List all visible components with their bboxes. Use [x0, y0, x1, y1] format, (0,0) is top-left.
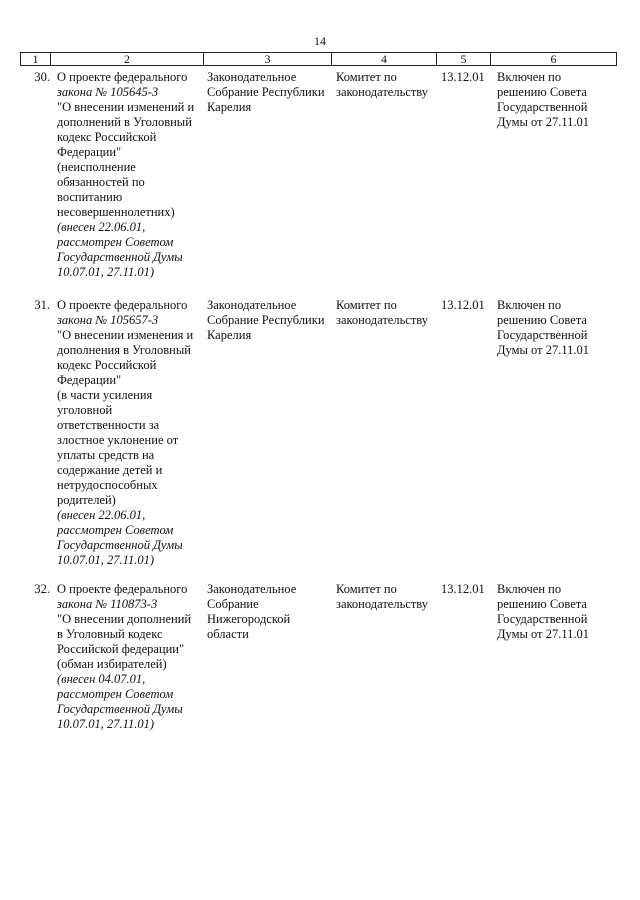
bill-title-line: Федерации"	[57, 145, 122, 159]
resolution-line: Государственной	[497, 612, 588, 626]
initiator-line: Законодательное	[207, 298, 297, 312]
bill-title-line: ответственности за	[57, 418, 160, 432]
bill-title-line: О проекте федерального	[57, 298, 188, 312]
header-col-3: 3	[204, 53, 332, 65]
resolution-line: решению Совета	[497, 597, 587, 611]
bill-title-line: (неисполнение	[57, 160, 136, 174]
bill-title-line: несовершеннолетних)	[57, 205, 175, 219]
bill-title-line: кодекс Российской	[57, 130, 157, 144]
bill-status-line: рассмотрен Советом	[57, 687, 174, 701]
committee	[336, 582, 446, 612]
bill-title-line: закона № 105657-3	[57, 313, 159, 327]
committee-line: законодательству	[336, 597, 429, 611]
resolution-line: Включен по	[497, 582, 562, 596]
bill-title-line: воспитанию	[57, 190, 123, 204]
initiator-line: Карелия	[207, 328, 252, 342]
row-number: 31.	[34, 298, 50, 312]
bill-status-line: (внесен 22.06.01,	[57, 508, 146, 522]
committee	[336, 298, 446, 328]
bill-title-line: (в части усиления	[57, 388, 153, 402]
resolution-line: Включен по	[497, 298, 562, 312]
date: 13.12.01	[441, 582, 485, 596]
bill-title-line: (обман избирателей)	[57, 657, 167, 671]
bill-status-line: (внесен 22.06.01,	[57, 220, 146, 234]
bill-title-line: закона № 110873-3	[57, 597, 158, 611]
bill-title	[57, 70, 207, 280]
bill-title	[57, 298, 207, 568]
initiator-line: Законодательное	[207, 70, 297, 84]
resolution-line: Думы от 27.11.01	[497, 115, 590, 129]
bill-status-line: (внесен 04.07.01,	[57, 672, 146, 686]
bill-title-line: уплаты средств на	[57, 448, 155, 462]
row-number: 30.	[34, 70, 50, 84]
committee-line: законодательству	[336, 313, 429, 327]
initiator-line: Собрание Республики	[207, 85, 325, 99]
initiator-line: Собрание	[207, 597, 259, 611]
table-header-row	[20, 52, 617, 66]
bill-status-line: Государственной Думы	[57, 250, 183, 264]
committee-line: Комитет по	[336, 582, 397, 596]
bill-status-line: рассмотрен Советом	[57, 235, 174, 249]
initiator-line: Карелия	[207, 100, 252, 114]
bill-title-line: злостное уклонение от	[57, 433, 179, 447]
header-col-2: 2	[51, 53, 204, 65]
resolution	[497, 70, 617, 130]
bill-title-line: О проекте федерального	[57, 582, 188, 596]
resolution	[497, 298, 617, 358]
committee-line: Комитет по	[336, 70, 397, 84]
date: 13.12.01	[441, 298, 485, 312]
resolution-line: решению Совета	[497, 85, 587, 99]
resolution-line: Государственной	[497, 328, 588, 342]
date: 13.12.01	[441, 70, 485, 84]
header-col-1: 1	[21, 53, 51, 65]
initiator-line: Законодательное	[207, 582, 297, 596]
header-col-5: 5	[437, 53, 491, 65]
bill-status-line: рассмотрен Советом	[57, 523, 174, 537]
bill-title-line: Российской федерации"	[57, 642, 185, 656]
bill-title-line: кодекс Российской	[57, 358, 157, 372]
page-number: 14	[314, 34, 326, 48]
bill-title-line: содержание детей и	[57, 463, 163, 477]
initiator	[207, 582, 335, 642]
bill-title-line: нетрудоспособных	[57, 478, 158, 492]
bill-title	[57, 582, 207, 732]
bill-title-line: дополнений в Уголовный	[57, 115, 192, 129]
bill-title-line: обязанностей по	[57, 175, 145, 189]
bill-title-line: родителей)	[57, 493, 116, 507]
resolution-line: Думы от 27.11.01	[497, 627, 590, 641]
resolution-line: Государственной	[497, 100, 588, 114]
bill-status-line: 10.07.01, 27.11.01)	[57, 553, 154, 567]
bill-status-line: Государственной Думы	[57, 538, 183, 552]
initiator-line: Нижегородской	[207, 612, 291, 626]
bill-status-line: Государственной Думы	[57, 702, 183, 716]
bill-title-line: О проекте федерального	[57, 70, 188, 84]
bill-title-line: Федерации"	[57, 373, 122, 387]
resolution-line: Включен по	[497, 70, 562, 84]
bill-status-line: 10.07.01, 27.11.01)	[57, 717, 154, 731]
bill-title-line: "О внесении дополнений	[57, 612, 192, 626]
initiator-line: области	[207, 627, 249, 641]
committee-line: Комитет по	[336, 298, 397, 312]
bill-title-line: "О внесении изменения и	[57, 328, 194, 342]
initiator-line: Собрание Республики	[207, 313, 325, 327]
header-col-4: 4	[332, 53, 437, 65]
resolution-line: Думы от 27.11.01	[497, 343, 590, 357]
initiator	[207, 298, 335, 343]
row-number: 32.	[34, 582, 50, 596]
resolution	[497, 582, 617, 642]
bill-status-line: 10.07.01, 27.11.01)	[57, 265, 154, 279]
bill-title-line: "О внесении изменений и	[57, 100, 195, 114]
bill-title-line: уголовной	[57, 403, 113, 417]
bill-title-line: закона № 105645-3	[57, 85, 159, 99]
committee-line: законодательству	[336, 85, 429, 99]
bill-title-line: в Уголовный кодекс	[57, 627, 163, 641]
initiator	[207, 70, 335, 115]
header-col-6: 6	[550, 52, 557, 66]
resolution-line: решению Совета	[497, 313, 587, 327]
bill-title-line: дополнения в Уголовный	[57, 343, 191, 357]
committee	[336, 70, 446, 100]
